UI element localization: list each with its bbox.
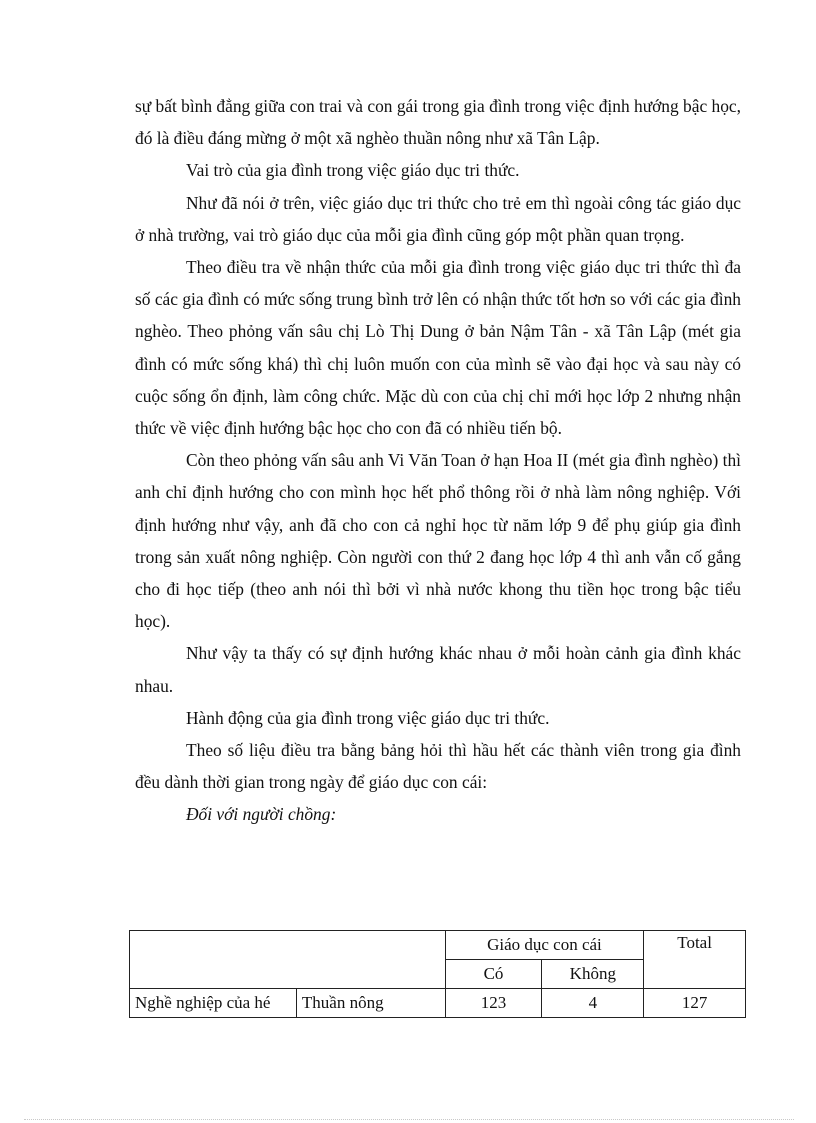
- yes-header-cell: Có: [445, 960, 542, 989]
- table-row: [130, 989, 746, 1018]
- paragraph-6: Như vậy ta thấy có sự định hướng khác nhau ở mỗi hoàn cảnh gia đình khác nhau.: [135, 643, 741, 696]
- yes-value-cell: 123: [445, 989, 542, 1018]
- husband-education-table: [129, 930, 746, 1018]
- group-header-cell: Giáo dục con cái: [445, 931, 644, 960]
- body-text: [135, 90, 741, 831]
- paragraph-7: Hành động của gia đình trong việc giáo dục tri thức.: [186, 707, 550, 728]
- page-bottom-divider: [24, 1119, 794, 1120]
- table-corner-cell: [130, 931, 446, 989]
- no-value-cell: 4: [542, 989, 644, 1018]
- row-sublabel-cell: Thuần nông: [296, 989, 445, 1018]
- paragraph-1: sự bất bình đẳng giữa con trai và con gái trong gia đình trong việc định hướng bậc học, đó là điều đáng mừng ở một xã nghèo thuần nông như xã Tân Lập.: [135, 96, 741, 149]
- paragraph-3: Như đã nói ở trên, việc giáo dục tri thức cho trẻ em thì ngoài công tác giáo dục ở nhà trường, vai trò giáo dục của mỗi gia đình cũng góp một phần quan trọng.: [135, 192, 741, 245]
- total-header-cell: Total: [644, 931, 746, 989]
- paragraph-2: Vai trò của gia đình trong việc giáo dục tri thức.: [186, 160, 520, 181]
- table-header-row: [130, 931, 746, 960]
- paragraph-8: Theo số liệu điều tra bằng bảng hỏi thì hầu hết các thành viên trong gia đình đều dành thời gian trong ngày để giáo dục con cái:: [135, 740, 741, 793]
- total-value-cell: 127: [644, 989, 746, 1018]
- no-header-cell: Không: [542, 960, 644, 989]
- paragraph-5: Còn theo phỏng vấn sâu anh Vi Văn Toan ở hạn Hoa II (mét gia đình nghèo) thì anh chỉ định hướng cho con mình học hết phổ thông rồi ở nhà làm nông nghiệp. Với định hướng như vậy, anh đã cho con cả nghỉ học từ năm lớp 9 để phụ giúp gia đình trong sản xuất nông nghiệp. Còn người con thứ 2 đang học lớp 4 thì anh vẫn cố gắng cho đi học tiếp (theo anh nói thì bởi vì nhà nước khong thu tiền học trong bậc tiểu học).: [135, 450, 741, 632]
- row-label-cell: Nghề nghiệp của hé: [130, 989, 297, 1018]
- paragraph-4: Theo điều tra về nhận thức của mỗi gia đình trong việc giáo dục tri thức thì đa số các gia đình có mức sống trung bình trở lên có nhận thức tốt hơn so với các gia đình nghèo. Theo phỏng vấn sâu chị Lò Thị Dung ở bản Nậm Tân - xã Tân Lập (mét gia đình có mức sống khá) thì chị luôn muốn con của mình sẽ vào đại học và sau này có cuộc sống ổn định, làm công chức. Mặc dù con của chị chỉ mới học lớp 2 nhưng nhận thức về việc định hướng bậc học cho con đã có nhiều tiến bộ.: [135, 257, 741, 439]
- table-caption: Đối với người chồng:: [186, 804, 337, 825]
